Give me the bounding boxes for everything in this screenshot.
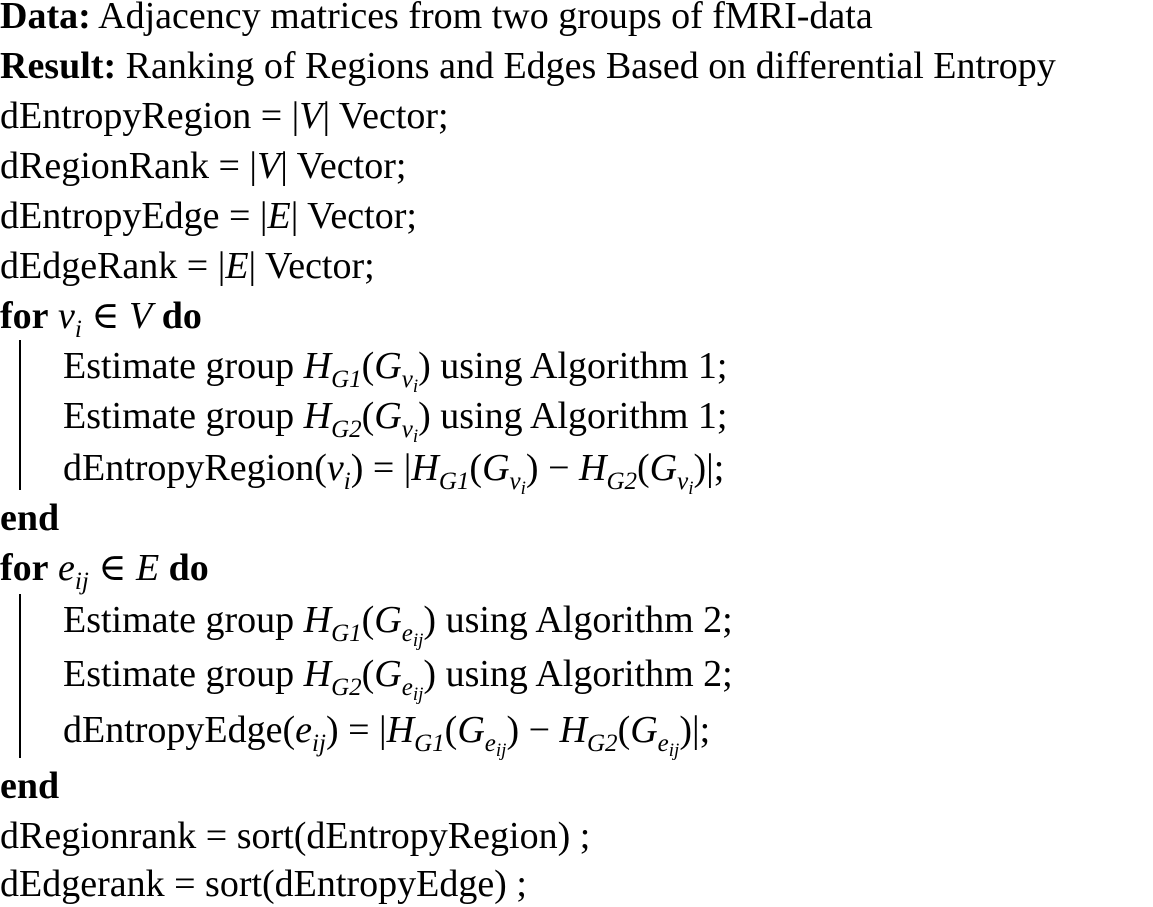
graph-symbol: G: [374, 345, 402, 387]
loop-set: E: [135, 547, 160, 589]
entropy-symbol: H: [579, 447, 607, 489]
entropy-symbol: H: [559, 709, 587, 751]
graph-symbol: G: [374, 395, 402, 437]
assign-var-sub: ij: [312, 730, 326, 757]
loop2-estimate-g2: Estimate group $H_{G2}(G_{e_{ij}})$ using Algorithm 2;: [63, 653, 733, 705]
init-rest: | Vector;: [248, 245, 375, 287]
sub-sub: i: [520, 478, 526, 499]
sub-var: v: [401, 416, 413, 443]
init-var: V: [257, 145, 281, 187]
sub-var: v: [677, 468, 689, 495]
loop-var: v: [58, 295, 75, 337]
sub-sub: ij: [668, 740, 680, 761]
init-line-entropy-region: [0, 94, 449, 138]
data-label: Data:: [0, 0, 91, 37]
final-region-rank: [0, 814, 590, 858]
loop1-estimate-g2: Estimate group $H_{G2}(G_{v_i})$ using Algorithm 1;: [63, 395, 728, 447]
graph-symbol: G: [649, 447, 678, 489]
init-name: dEdgeRank = |: [0, 245, 226, 287]
init-rest: | Vector;: [290, 195, 417, 237]
loop1-end: [0, 496, 59, 540]
sub-sub: ij: [495, 740, 507, 761]
sub-sub: ij: [412, 630, 424, 651]
group-sub: G2: [587, 730, 618, 757]
for-keyword: for: [0, 295, 49, 337]
final-line-text: dEdgerank = sort(dEntropyEdge) ;: [0, 863, 527, 905]
init-line-region-rank: [0, 144, 406, 188]
do-keyword: do: [168, 547, 209, 589]
assign-var: e: [295, 709, 313, 751]
group-sub: G1: [331, 620, 362, 647]
loop2-assign: $dEntropyEdge(e_{ij}) = |H_{G1}(G_{e_{ij}}) - H_{G2}(G_{e_{ij}})|$;: [63, 709, 711, 761]
loop1-header: [0, 294, 202, 343]
loop1-estimate-g1: Estimate group $H_{G1}(G_{v_i})$ using Algorithm 1;: [63, 345, 728, 397]
sub-sub: ij: [412, 684, 424, 705]
estimate-prefix: Estimate group: [63, 395, 304, 437]
entropy-symbol: H: [386, 709, 415, 751]
sub-var: v: [401, 366, 413, 393]
graph-symbol: G: [374, 599, 402, 641]
sub-sub: i: [412, 376, 419, 397]
minus-symbol: −: [519, 709, 560, 751]
data-line: [0, 0, 873, 38]
assign-var: v: [326, 447, 344, 489]
assign-var-sub: i: [343, 468, 351, 495]
end-keyword: end: [0, 497, 60, 539]
graph-symbol: G: [630, 709, 658, 751]
sub-var: e: [401, 620, 413, 647]
loop2-block-bar: [19, 594, 21, 758]
init-line-edge-rank: [0, 244, 375, 288]
group-sub: G1: [438, 468, 470, 495]
graph-symbol: G: [482, 447, 510, 489]
group-sub: G2: [606, 468, 638, 495]
data-text: Adjacency matrices from two groups of fMRI-data: [90, 0, 873, 37]
in-symbol: ∈: [88, 547, 136, 589]
group-sub: G1: [331, 366, 362, 393]
loop2-estimate-g1: Estimate group $H_{G1}(G_{e_{ij}})$ using Algorithm 2;: [63, 599, 733, 651]
assign-name: dEntropyEdge: [63, 709, 283, 751]
loop-var-sub: i: [74, 316, 82, 343]
result-line: [0, 44, 1056, 88]
do-keyword: do: [161, 295, 202, 337]
using-text: using Algorithm 2;: [436, 653, 733, 695]
entropy-symbol: H: [303, 345, 332, 387]
sub-sub: i: [412, 426, 419, 447]
loop1-assign: $dEntropyRegion(v_i) = |H_{G1}(G_{v_i}) - H_{G2}(G_{v_i})|$;: [63, 447, 725, 499]
using-text: using Algorithm 1;: [430, 395, 728, 437]
estimate-prefix: Estimate group: [63, 599, 304, 641]
estimate-prefix: Estimate group: [63, 653, 304, 695]
sub-var: e: [657, 730, 669, 757]
graph-symbol: G: [374, 653, 402, 695]
init-name: dEntropyRegion = |: [0, 95, 300, 137]
assign-name: dEntropyRegion: [63, 447, 315, 489]
loop2-end: [0, 764, 59, 808]
entropy-symbol: H: [411, 447, 439, 489]
result-label: Result:: [0, 45, 117, 87]
sub-sub: i: [688, 478, 694, 499]
init-name: dRegionRank = |: [0, 145, 258, 187]
sub-var: e: [401, 674, 413, 701]
init-var: E: [225, 245, 249, 287]
loop-var: e: [58, 547, 75, 589]
init-line-entropy-edge: [0, 194, 417, 238]
minus-symbol: −: [538, 447, 579, 489]
in-symbol: ∈: [81, 295, 129, 337]
sub-var: e: [484, 730, 496, 757]
entropy-symbol: H: [303, 599, 332, 641]
init-name: dEntropyEdge = |: [0, 195, 268, 237]
loop-set: V: [129, 295, 153, 337]
group-sub: G2: [331, 674, 362, 701]
loop2-header: [0, 546, 209, 595]
final-edge-rank: [0, 862, 527, 906]
entropy-symbol: H: [303, 653, 332, 695]
final-line-text: dRegionrank = sort(dEntropyRegion) ;: [0, 815, 591, 857]
init-var: V: [299, 95, 323, 137]
estimate-prefix: Estimate group: [63, 345, 304, 387]
loop-var-sub: ij: [74, 568, 89, 595]
init-var: E: [267, 195, 291, 237]
result-text: Ranking of Regions and Edges Based on differential Entropy: [116, 45, 1056, 87]
using-text: using Algorithm 1;: [430, 345, 728, 387]
graph-symbol: G: [457, 709, 485, 751]
end-keyword: end: [0, 765, 60, 807]
loop1-block-bar: [19, 340, 21, 490]
sub-var: v: [509, 468, 521, 495]
using-text: using Algorithm 2;: [436, 599, 733, 641]
init-rest: | Vector;: [322, 95, 449, 137]
for-keyword: for: [0, 547, 49, 589]
init-rest: | Vector;: [280, 145, 407, 187]
group-sub: G1: [414, 730, 445, 757]
group-sub: G2: [331, 416, 362, 443]
entropy-symbol: H: [303, 395, 332, 437]
